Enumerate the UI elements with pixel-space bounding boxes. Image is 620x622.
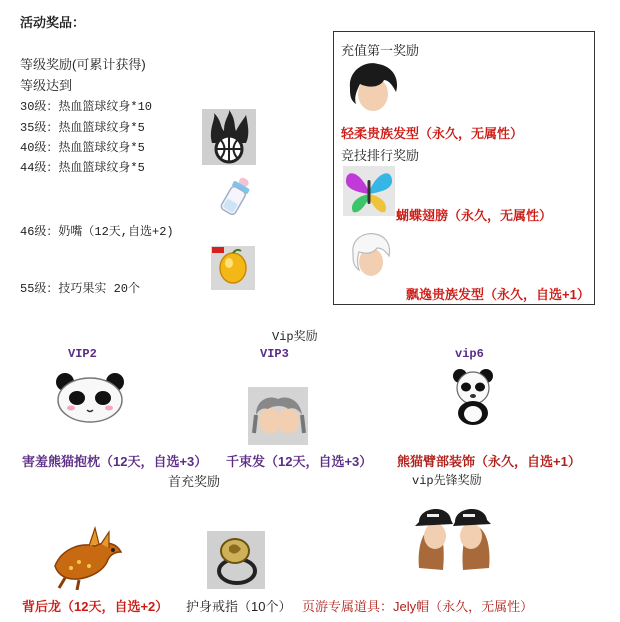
vip-pioneer-item: 页游专属道具：Jely帽（永久，无属性） xyxy=(302,599,534,614)
level-reward-item: 40级：热血篮球纹身*5 xyxy=(20,141,145,155)
rank-item-2-label: 飘逸贵族发型（永久，自选+1） xyxy=(406,287,590,302)
jely-hat-icon xyxy=(413,498,493,576)
level-reward-item: 30级：热血篮球纹身*10 xyxy=(20,100,153,114)
vip-tier-label: vip6 xyxy=(455,347,484,361)
dragon-icon xyxy=(49,522,127,590)
first-recharge-title: 首充奖励 xyxy=(168,474,221,489)
butterfly-wings-icon xyxy=(343,166,395,216)
first-recharge-item: 护身戒指（10个） xyxy=(186,599,292,614)
level-rewards-heading: 等级奖励(可累计获得) xyxy=(20,57,146,72)
vip-title: Vip奖励 xyxy=(272,330,318,344)
level-reward-item: 44级：热血篮球纹身*5 xyxy=(20,161,145,175)
vip-tier-item: 千束发（12天，自选+3） xyxy=(226,454,373,469)
level-rewards-subheading: 等级达到 xyxy=(20,78,73,93)
first-recharge-item: 背后龙（12天，自选+2） xyxy=(22,599,169,614)
baby-bottle-icon xyxy=(217,175,257,221)
gray-hair-icon xyxy=(248,387,308,445)
vip-tier-item: 害羞熊猫抱枕（12天，自选+3） xyxy=(22,454,208,469)
rank-item-1-label: 蝴蝶翅膀（永久，无属性） xyxy=(396,208,553,223)
vip-tier-label: VIP3 xyxy=(260,347,289,361)
skill-fruit-icon xyxy=(211,246,255,290)
panda-pillow-icon xyxy=(55,372,125,424)
recharge-item-label: 轻柔贵族发型（永久，无属性） xyxy=(341,126,524,141)
recharge-title: 充值第一奖励 xyxy=(341,43,420,58)
flaming-basketball-icon xyxy=(202,109,256,165)
vip-tier-label: VIP2 xyxy=(68,347,97,361)
panda-decoration-icon xyxy=(450,368,496,426)
rank-title: 竞技排行奖励 xyxy=(341,148,420,163)
level-reward-item: 46级：奶嘴（12天,自选+2) xyxy=(20,225,174,239)
vip-pioneer-title: vip先锋奖励 xyxy=(412,474,482,488)
white-hair-icon xyxy=(347,230,393,280)
page-title: 活动奖品： xyxy=(20,15,86,30)
ring-icon xyxy=(207,531,265,589)
vip-tier-item: 熊猫臂部装饰（永久，自选+1） xyxy=(397,454,581,469)
black-hair-icon xyxy=(344,58,402,116)
level-reward-item: 55级：技巧果实 20个 xyxy=(20,282,141,296)
level-reward-item: 35级：热血篮球纹身*5 xyxy=(20,121,145,135)
